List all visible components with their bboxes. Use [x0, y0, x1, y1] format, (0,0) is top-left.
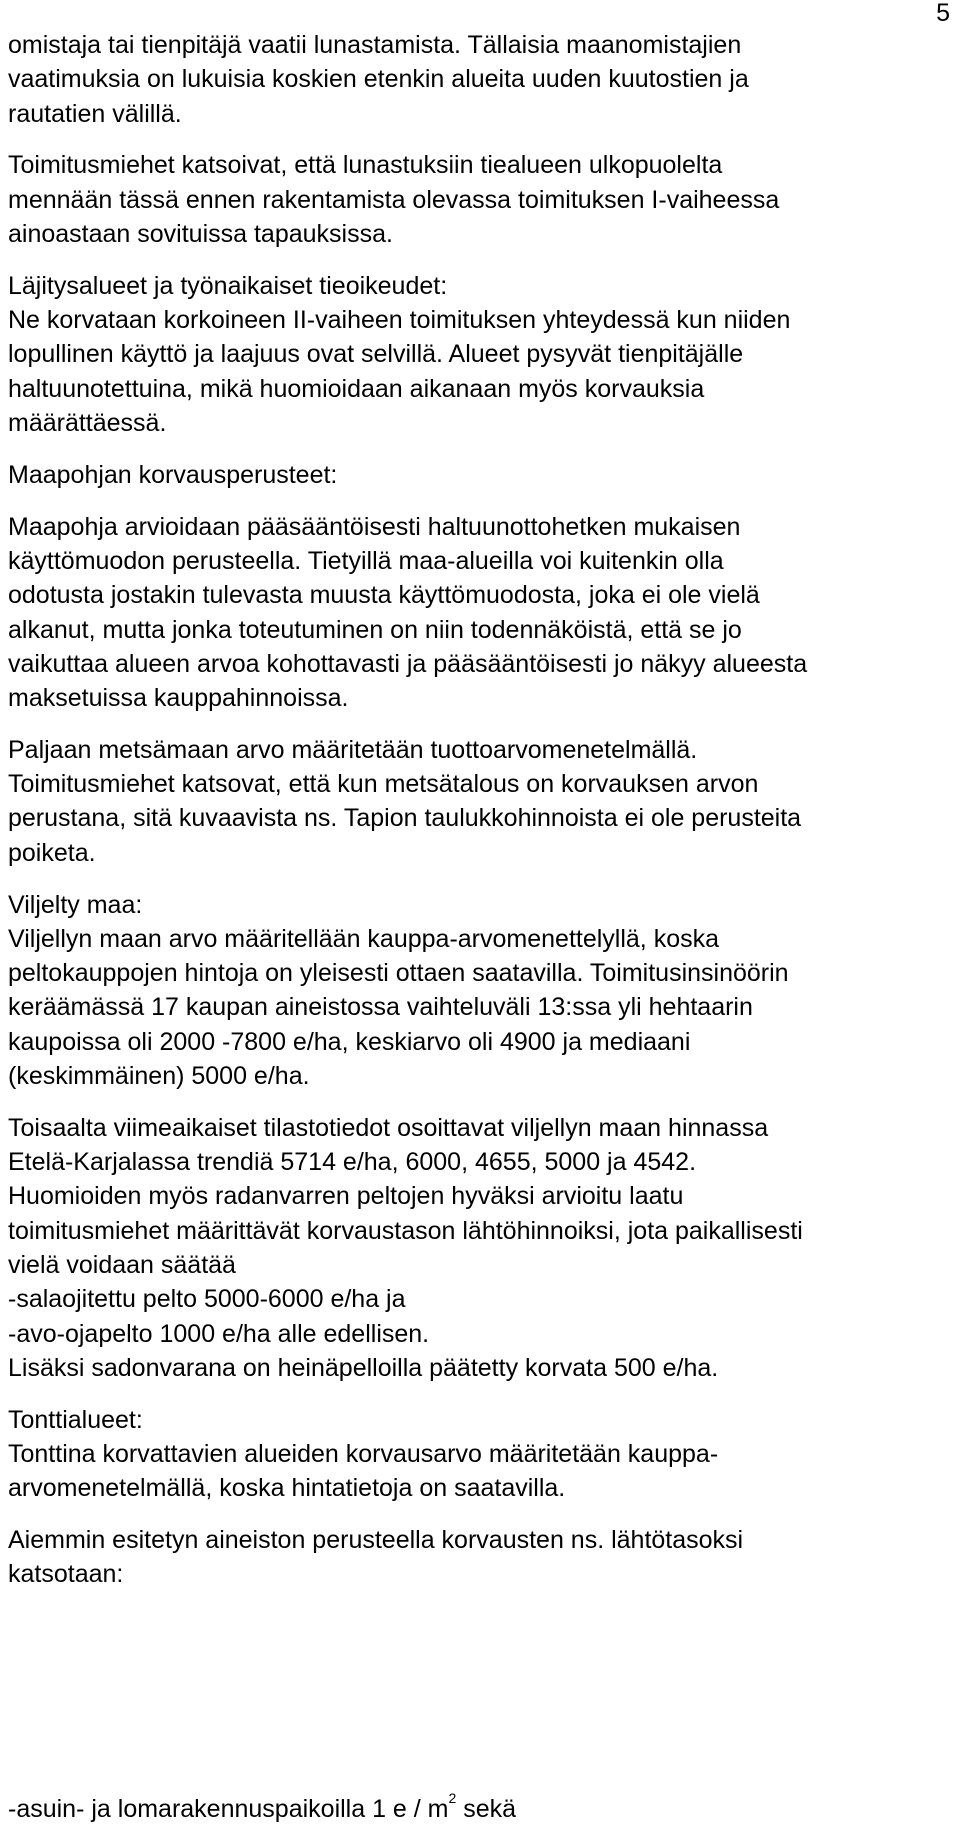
text-line: alkanut, mutta jonka toteutuminen on niin todennäköistä, että se jo — [8, 616, 742, 644]
text-line: Toisaalta viimeaikaiset tilastotiedot osoittavat viljellyn maan hinnassa — [8, 1114, 769, 1142]
page-number: 5 — [936, 0, 950, 27]
text-line: Maapohjan korvausperusteet: — [8, 461, 338, 489]
text-line: Aiemmin esitetyn aineiston perusteella korvausten ns. lähtötasoksi — [8, 1526, 744, 1554]
text-line: -avo-ojapelto 1000 e/ha alle edellisen. — [8, 1320, 430, 1348]
text-line: haltuunotettuina, mikä huomioidaan aikanaan myös korvauksia — [8, 375, 705, 403]
text-line: Viljelty maa: — [8, 891, 143, 919]
text-line: kaupoissa oli 2000 -7800 e/ha, keskiarvo oli 4900 ja mediaani — [8, 1028, 691, 1056]
text-line: Tonttialueet: — [8, 1406, 143, 1434]
text-line: Huomioiden myös radanvarren peltojen hyväksi arvioitu laatu — [8, 1182, 684, 1210]
text-line: määrättäessä. — [8, 409, 167, 437]
text-line: Tonttina korvattavien alueiden korvausarvo määritetään kauppa- — [8, 1440, 719, 1468]
text-line: odotusta jostakin tulevasta muusta käyttömuodosta, joka ei ole vielä — [8, 581, 760, 609]
text-line: vaatimuksia on lukuisia koskien etenkin alueita uuden kuutostien ja — [8, 65, 749, 93]
text-line — [8, 1792, 516, 1826]
text-line: keräämässä 17 kaupan aineistossa vaihteluväli 13:ssa yli hehtaarin — [8, 993, 753, 1021]
text-line: Toimitusmiehet katsovat, että kun metsätalous on korvauksen arvon — [8, 770, 759, 798]
text-line: mennään tässä ennen rakentamista olevassa toimituksen I-vaiheessa — [8, 186, 780, 214]
text-line: käyttömuodon perusteella. Tietyillä maa-alueilla voi kuitenkin olla — [8, 547, 724, 575]
text-line: (keskimmäinen) 5000 e/ha. — [8, 1062, 310, 1090]
text-line: Lisäksi sadonvarana on heinäpelloilla päätetty korvata 500 e/ha. — [8, 1354, 719, 1382]
text-segment: -asuin- ja lomarakennuspaikoilla 1 e / m — [8, 1795, 449, 1823]
superscript: 2 — [448, 1790, 457, 1806]
text-line: -salaojitettu pelto 5000-6000 e/ha ja — [8, 1285, 406, 1313]
text-line: vielä voidaan säätää — [8, 1251, 236, 1279]
text-line: toimitusmiehet määrittävät korvaustason lähtöhinnoiksi, jota paikallisesti — [8, 1217, 803, 1245]
text-line: Toimitusmiehet katsoivat, että lunastuksiin tiealueen ulkopuolelta — [8, 151, 723, 179]
text-line: omistaja tai tienpitäjä vaatii lunastamista. Tällaisia maanomistajien — [8, 31, 742, 59]
text-line: lopullinen käyttö ja laajuus ovat selvillä. Alueet pysyvät tienpitäjälle — [8, 340, 744, 368]
text-line: ainoastaan sovituissa tapauksissa. — [8, 220, 393, 248]
text-line: vaikuttaa alueen arvoa kohottavasti ja pääsääntöisesti jo näkyy alueesta — [8, 650, 808, 678]
text-line: katsotaan: — [8, 1560, 124, 1588]
text-line: Läjitysalueet ja työnaikaiset tieoikeudet: — [8, 272, 448, 300]
text-line: perustana, sitä kuvaavista ns. Tapion taulukkohinnoista ei ole perusteita — [8, 804, 802, 832]
text-line: maksetuissa kauppahinnoissa. — [8, 684, 349, 712]
text-line: poiketa. — [8, 839, 96, 867]
text-line: Etelä-Karjalassa trendiä 5714 e/ha, 6000, 4655, 5000 ja 4542. — [8, 1148, 697, 1176]
text-line: rautatien välillä. — [8, 100, 182, 128]
text-line: Maapohja arvioidaan pääsääntöisesti haltuunottohetken mukaisen — [8, 513, 741, 541]
text-line: Viljellyn maan arvo määritellään kauppa-arvomenettelyllä, koska — [8, 925, 720, 953]
text-line: arvomenetelmällä, koska hintatietoja on saatavilla. — [8, 1474, 566, 1502]
text-line: peltokauppojen hintoja on yleisesti ottaen saatavilla. Toimitusinsinöörin — [8, 959, 789, 987]
text-line: Ne korvataan korkoineen II-vaiheen toimituksen yhteydessä kun niiden — [8, 306, 791, 334]
text-segment: sekä — [456, 1795, 517, 1823]
text-line: Paljaan metsämaan arvo määritetään tuottoarvomenetelmällä. — [8, 736, 698, 764]
